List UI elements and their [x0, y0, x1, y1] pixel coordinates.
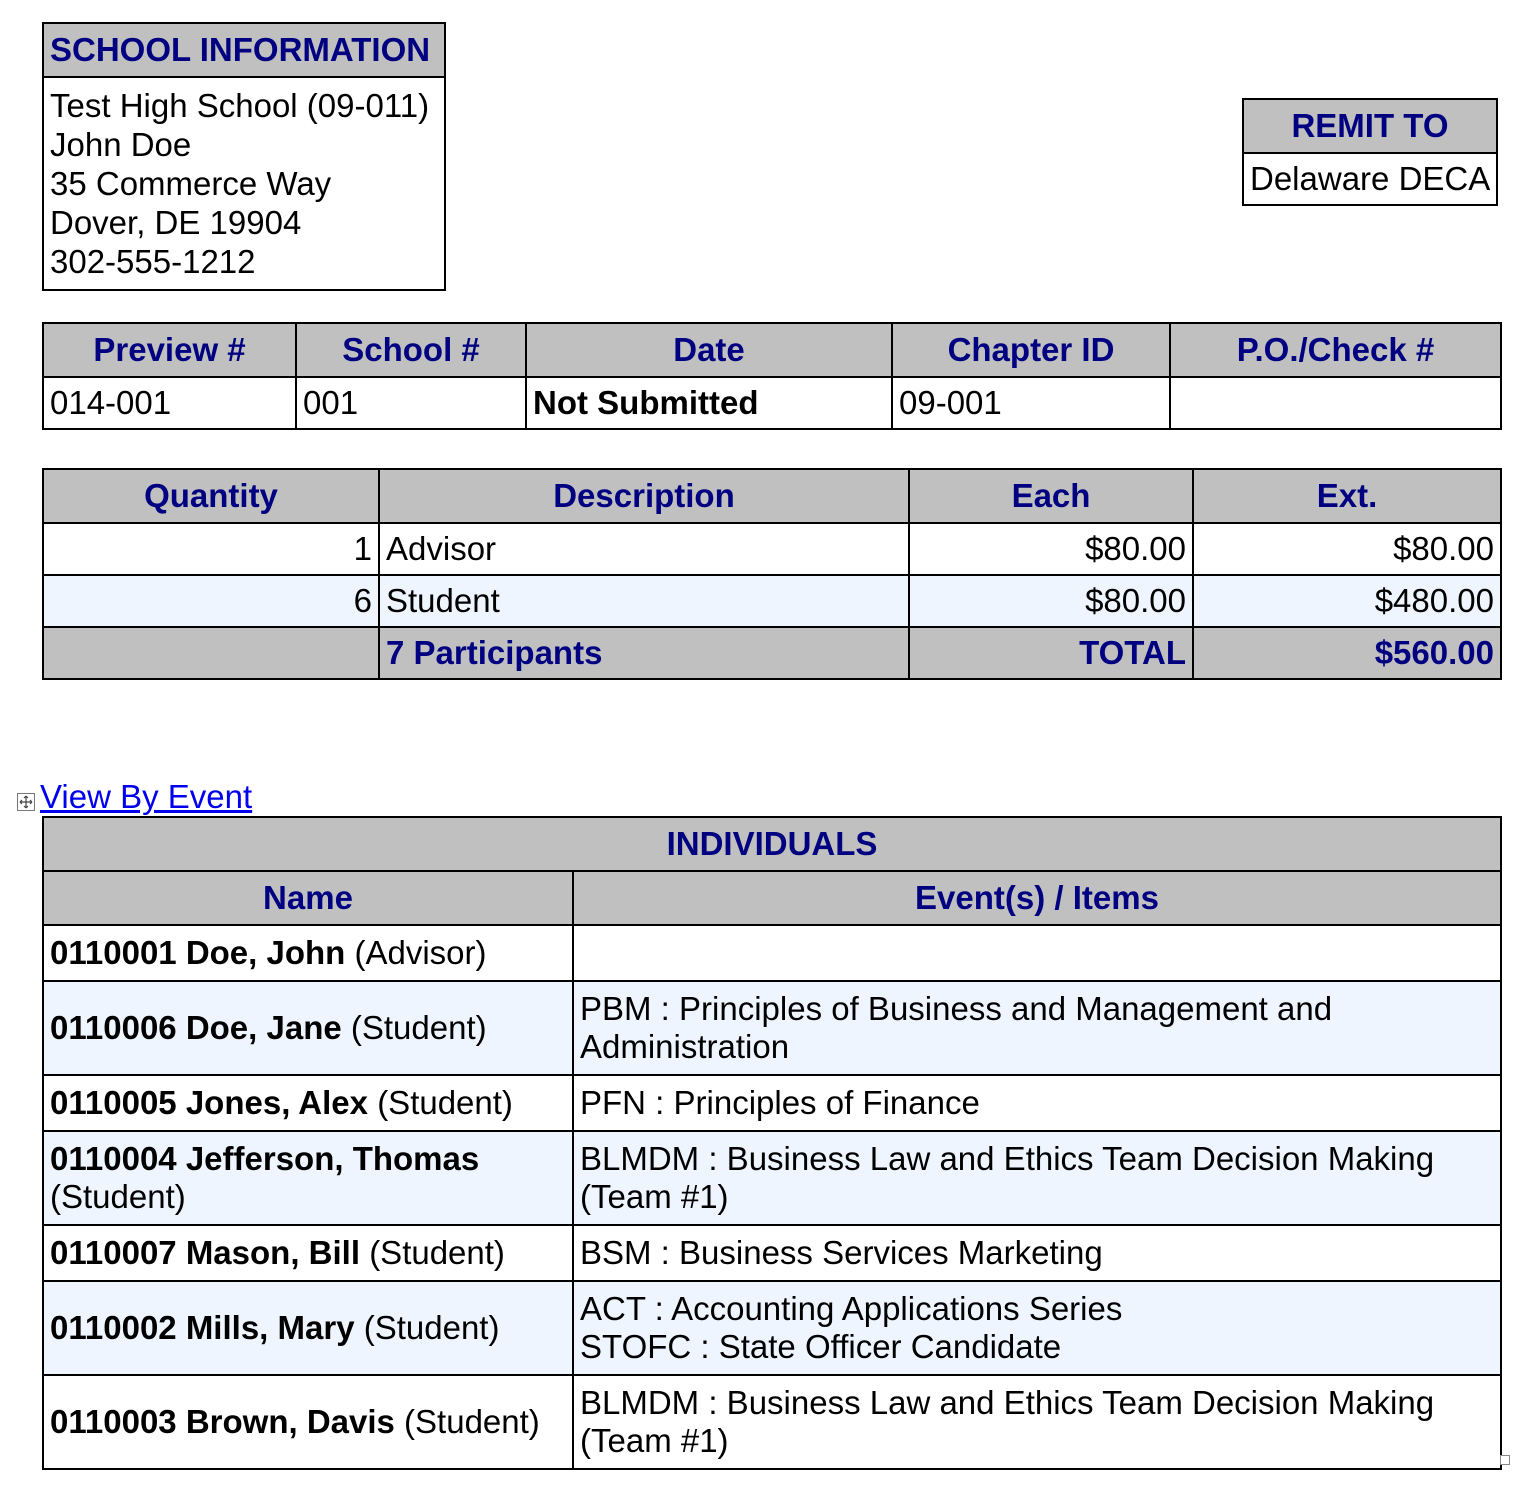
event-item: BSM : Business Services Marketing — [580, 1234, 1103, 1271]
header-preview-number: Preview # — [43, 323, 296, 377]
table-row — [43, 1075, 1501, 1131]
participant-role: (Student) — [50, 1178, 186, 1215]
contact-name: John Doe — [50, 126, 192, 163]
participant-cell — [43, 1375, 573, 1469]
participant-id-name: 0110006 Doe, Jane — [50, 1009, 342, 1046]
table-row — [43, 1281, 1501, 1375]
table-resize-handle[interactable] — [1500, 1455, 1510, 1465]
events-cell — [573, 1281, 1501, 1375]
events-cell — [573, 925, 1501, 981]
quantity-cell: 1 — [43, 523, 379, 575]
participant-id-name: 0110001 Doe, John — [50, 934, 346, 971]
table-row — [43, 981, 1501, 1075]
participant-id-name: 0110005 Jones, Alex — [50, 1084, 369, 1121]
event-item: STOFC : State Officer Candidate — [580, 1328, 1062, 1365]
remit-to-value: Delaware DECA — [1243, 153, 1497, 205]
events-cell — [573, 1131, 1501, 1225]
school-information-details — [43, 77, 445, 290]
po-check-number — [1170, 377, 1501, 429]
event-item: BLMDM : Business Law and Ethics Team Decision Making (Team #1) — [580, 1140, 1435, 1215]
event-item: PFN : Principles of Finance — [580, 1084, 980, 1121]
header-events: Event(s) / Items — [573, 871, 1501, 925]
table-row — [43, 575, 1501, 627]
participant-role: (Student) — [369, 1234, 505, 1271]
city-state-zip: Dover, DE 19904 — [50, 204, 302, 241]
table-row — [43, 1375, 1501, 1469]
events-cell — [573, 1075, 1501, 1131]
description-cell: Student — [379, 575, 909, 627]
participants-count: 7 Participants — [379, 627, 909, 679]
participant-id-name: 0110003 Brown, Davis — [50, 1403, 395, 1440]
events-cell — [573, 1225, 1501, 1281]
participant-role: (Student) — [377, 1084, 513, 1121]
participant-role: (Student) — [404, 1403, 540, 1440]
phone-number: 302-555-1212 — [50, 243, 256, 280]
total-label: TOTAL — [909, 627, 1193, 679]
individuals-table — [42, 816, 1502, 1470]
table-row — [43, 1131, 1501, 1225]
participant-cell — [43, 981, 573, 1075]
ext-cell: $80.00 — [1193, 523, 1501, 575]
table-row — [43, 523, 1501, 575]
header-chapter-id: Chapter ID — [892, 323, 1170, 377]
ext-cell: $480.00 — [1193, 575, 1501, 627]
total-empty-cell — [43, 627, 379, 679]
events-cell — [573, 981, 1501, 1075]
remit-to-title: REMIT TO — [1243, 99, 1497, 153]
header-quantity: Quantity — [43, 469, 379, 523]
participant-role: (Advisor) — [354, 934, 487, 971]
event-item: BLMDM : Business Law and Ethics Team Decision Making (Team #1) — [580, 1384, 1435, 1459]
remit-to-box — [1242, 98, 1498, 206]
each-cell: $80.00 — [909, 575, 1193, 627]
items-table — [42, 468, 1502, 680]
street-address: 35 Commerce Way — [50, 165, 332, 202]
total-amount: $560.00 — [1193, 627, 1501, 679]
participant-id-name: 0110007 Mason, Bill — [50, 1234, 361, 1271]
preview-number: 014-001 — [43, 377, 296, 429]
participant-cell — [43, 925, 573, 981]
participant-cell — [43, 1281, 573, 1375]
participant-role: (Student) — [363, 1309, 500, 1346]
school-information-title: SCHOOL INFORMATION — [43, 23, 445, 77]
header-school-number: School # — [296, 323, 526, 377]
header-description: Description — [379, 469, 909, 523]
table-move-handle-icon[interactable] — [17, 793, 35, 811]
each-cell: $80.00 — [909, 523, 1193, 575]
header-each: Each — [909, 469, 1193, 523]
header-date: Date — [526, 323, 892, 377]
school-name: Test High School (09-011) — [50, 87, 430, 124]
preview-info-table — [42, 322, 1502, 430]
participant-id-name: 0110002 Mills, Mary — [50, 1309, 355, 1346]
participant-cell — [43, 1075, 573, 1131]
header-po-check: P.O./Check # — [1170, 323, 1501, 377]
event-item: PBM : Principles of Business and Management and Administration — [580, 990, 1333, 1065]
participant-role: (Student) — [350, 1009, 487, 1046]
table-row — [43, 925, 1501, 981]
event-item: ACT : Accounting Applications Series — [580, 1290, 1123, 1327]
date-status: Not Submitted — [526, 377, 892, 429]
table-row — [43, 1225, 1501, 1281]
events-cell — [573, 1375, 1501, 1469]
individuals-title: INDIVIDUALS — [43, 817, 1501, 871]
description-cell: Advisor — [379, 523, 909, 575]
school-information-box — [42, 22, 446, 291]
header-name: Name — [43, 871, 573, 925]
header-ext: Ext. — [1193, 469, 1501, 523]
school-number: 001 — [296, 377, 526, 429]
quantity-cell: 6 — [43, 575, 379, 627]
view-by-event-link[interactable]: View By Event — [40, 778, 253, 815]
participant-cell — [43, 1131, 573, 1225]
participant-cell — [43, 1225, 573, 1281]
participant-id-name: 0110004 Jefferson, Thomas — [50, 1140, 480, 1177]
total-row — [43, 627, 1501, 679]
chapter-id: 09-001 — [892, 377, 1170, 429]
